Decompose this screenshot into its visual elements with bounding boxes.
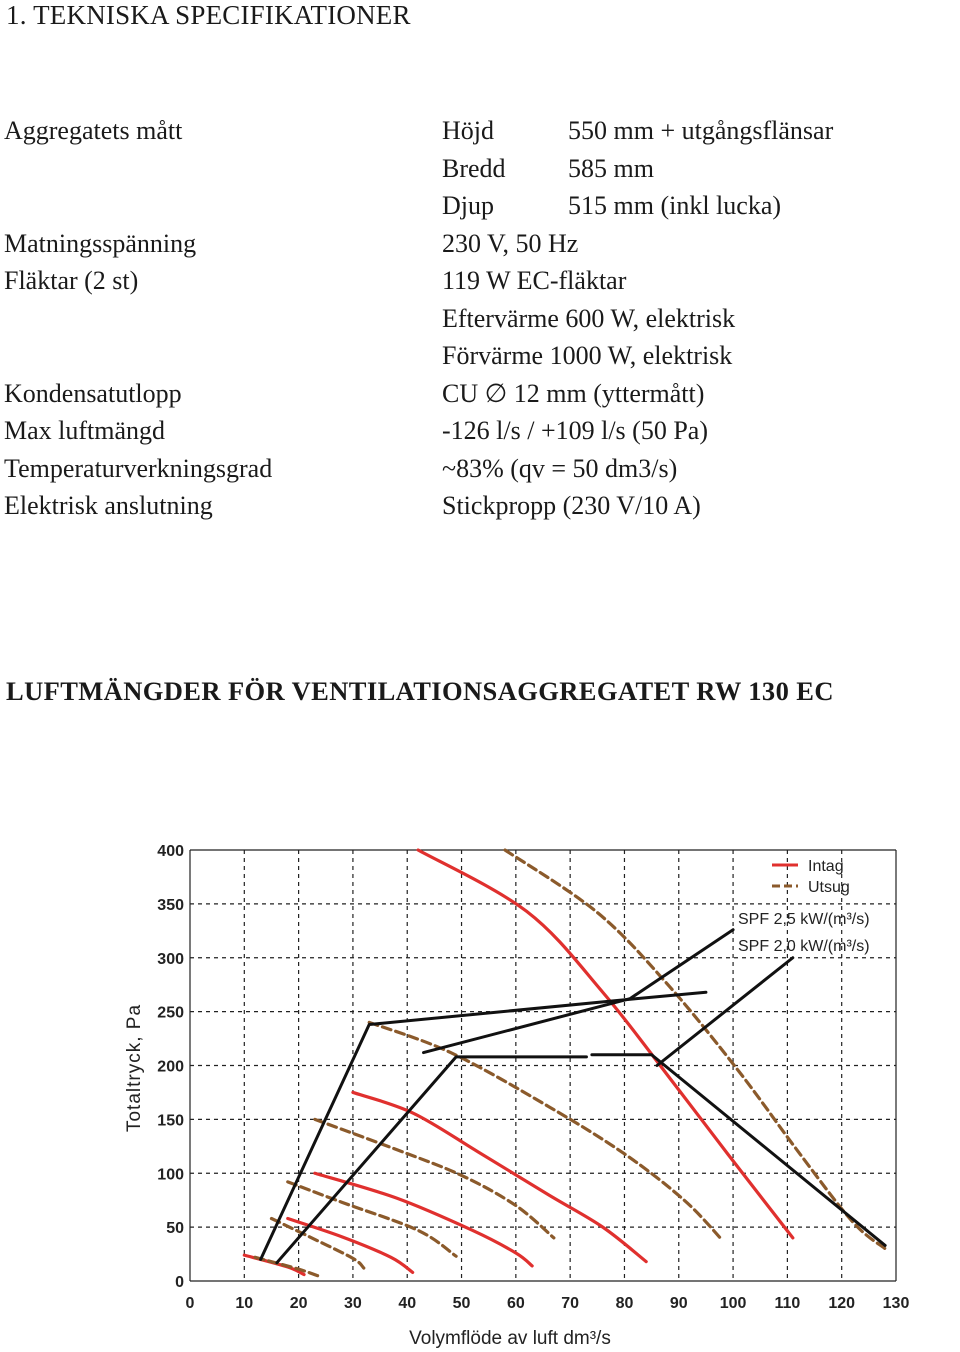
- x-axis-title: Volymflöde av luft dm³/s: [409, 1328, 611, 1349]
- x-tick-label: 120: [828, 1295, 856, 1312]
- spec-label: Elektrisk anslutning: [4, 491, 213, 520]
- spec-row: [4, 375, 944, 413]
- utsug-curve: [255, 1257, 320, 1276]
- spf-line: [657, 958, 793, 1066]
- spec-value: Höjd: [442, 116, 494, 145]
- spec-row: [4, 450, 944, 488]
- spec-table: [4, 112, 944, 525]
- page-title: 1. TEKNISKA SPECIFIKATIONER: [6, 0, 411, 30]
- spec-value: Förvärme 1000 W, elektrisk: [442, 341, 733, 370]
- x-tick-label: 20: [289, 1295, 308, 1312]
- x-tick-label: 60: [506, 1295, 525, 1312]
- legend-label-utsug: Utsug: [808, 879, 850, 896]
- spec-label: Temperaturverkningsgrad: [4, 453, 273, 483]
- spec-value-2: 515 mm (inkl lucka): [568, 191, 782, 220]
- y-axis-title: Totaltryck, Pa: [124, 1003, 145, 1133]
- y-tick-label: 0: [175, 1274, 184, 1291]
- utsug-curve: [505, 850, 885, 1249]
- spec-row: [4, 112, 944, 150]
- intag-curve: [244, 1255, 304, 1274]
- spec-label: Matningsspänning: [4, 228, 197, 258]
- y-tick-label: 200: [157, 1058, 184, 1076]
- chart-legend: [738, 858, 870, 955]
- spec-label: Fläktar (2 st): [4, 266, 139, 295]
- x-tick-label: 0: [185, 1295, 195, 1312]
- intag-curve: [418, 850, 793, 1238]
- y-tick-label: 250: [157, 1004, 184, 1022]
- spec-value-2: 550 mm + utgångsflänsar: [568, 116, 834, 145]
- spec-row: [4, 300, 944, 338]
- spec-row: [4, 487, 944, 525]
- spec-value: Djup: [442, 191, 494, 220]
- annotation-spf-20: SPF 2,0 kW/(m³/s): [738, 938, 870, 955]
- x-tick-label: 100: [719, 1295, 747, 1312]
- spec-value: -126 l/s / +109 l/s (50 Pa): [442, 416, 708, 445]
- spec-row: [4, 225, 944, 263]
- spec-row: [4, 150, 944, 188]
- intag-curve: [353, 1092, 646, 1261]
- spec-row: [4, 187, 944, 225]
- section-heading: LUFTMÄNGDER FÖR VENTILATIONSAGGREGATET RW 130 EC: [6, 676, 834, 706]
- spec-value: Stickpropp (230 V/10 A): [442, 491, 701, 520]
- spec-label: Max luftmängd: [4, 416, 166, 445]
- airflow-chart: [0, 830, 960, 1352]
- spf-line: [424, 930, 734, 1053]
- x-tick-label: 50: [452, 1295, 471, 1312]
- spec-label: Kondensatutlopp: [4, 378, 182, 408]
- spec-value: 119 W EC-fläktar: [442, 266, 627, 295]
- spec-value: ~83% (qv = 50 dm3/s): [442, 453, 678, 483]
- x-tick-label: 70: [561, 1295, 580, 1312]
- y-tick-label: 150: [157, 1112, 184, 1130]
- y-tick-label: 300: [157, 950, 184, 968]
- x-tick-label: 130: [882, 1295, 910, 1312]
- x-tick-label: 90: [669, 1295, 688, 1312]
- spec-row: [4, 262, 944, 300]
- x-tick-label: 10: [235, 1295, 254, 1312]
- y-tick-label: 350: [157, 896, 184, 914]
- utsug-curve: [271, 1219, 363, 1269]
- spec-value-2: 585 mm: [568, 153, 654, 183]
- x-tick-label: 40: [398, 1295, 417, 1312]
- annotation-spf-25: SPF 2,5 kW/(m³/s): [738, 911, 870, 928]
- y-tick-label: 100: [157, 1166, 184, 1184]
- spec-value: Bredd: [442, 153, 506, 183]
- x-tick-label: 30: [344, 1295, 362, 1312]
- spec-value: Eftervärme 600 W, elektrisk: [442, 303, 736, 333]
- intag-curve: [315, 1173, 532, 1266]
- y-tick-label: 400: [157, 843, 184, 860]
- spec-row: [4, 337, 944, 375]
- spec-label: Aggregatets mått: [4, 116, 183, 145]
- x-tick-label: 110: [774, 1295, 801, 1312]
- spec-row: [4, 412, 944, 450]
- x-tick-label: 80: [615, 1295, 634, 1312]
- spec-value: CU ∅ 12 mm (yttermått): [442, 378, 705, 408]
- spf-line: [261, 992, 706, 1259]
- y-tick-label: 50: [166, 1220, 184, 1238]
- legend-label-intag: Intag: [808, 858, 844, 875]
- spec-value: 230 V, 50 Hz: [442, 228, 579, 258]
